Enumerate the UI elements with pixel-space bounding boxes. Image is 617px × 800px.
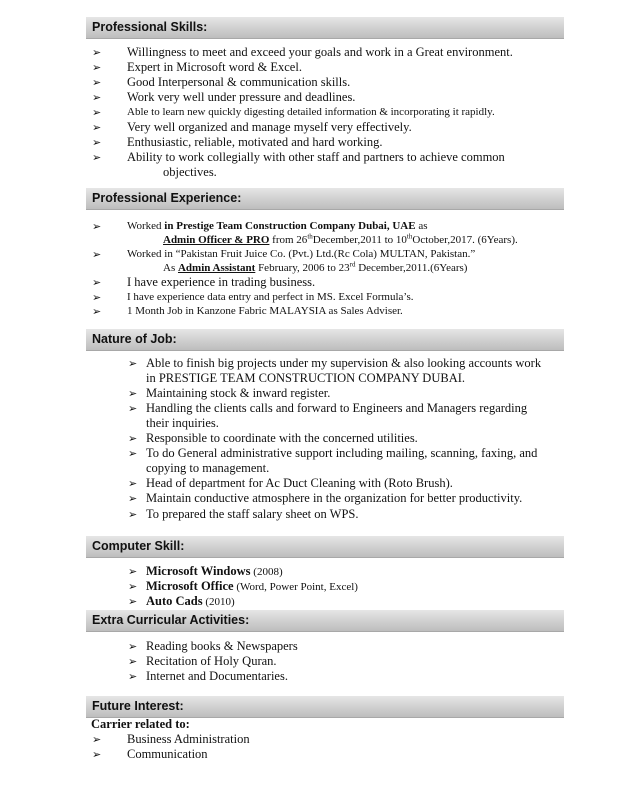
arrow-bullet-icon: ➢ [92,46,102,59]
arrow-bullet-icon: ➢ [92,305,102,318]
activity-item: Reading books & Newspapers [146,639,298,653]
experience-item-detail [163,261,467,276]
experience-role: Admin Officer & PRO [163,234,270,246]
experience-item [127,219,428,234]
experience-text: from 26 [269,234,308,246]
section-title: Future Interest: [92,699,184,713]
job-duty-item: Maintaining stock & inward register. [146,386,331,400]
computer-skill-item [146,594,235,610]
software-detail: (Word, Power Point, Excel) [233,581,358,593]
section-title: Extra Curricular Activities: [92,613,250,627]
experience-item: I have experience data entry and perfect in MS. Excel Formula’s. [127,291,414,303]
computer-skill-item [146,564,283,580]
experience-item: Worked in “Pakistan Fruit Juice Co. (Pvt.) Ltd.(Rc Cola) MULTAN, Pakistan.” [127,248,476,260]
arrow-bullet-icon: ➢ [92,136,102,149]
job-duty-item: Maintain conductive atmosphere in the organization for better productivity. [146,491,523,505]
arrow-bullet-icon: ➢ [92,748,102,761]
arrow-bullet-icon: ➢ [128,670,138,683]
section-header-professional-experience [86,188,564,210]
arrow-bullet-icon: ➢ [92,220,102,233]
arrow-bullet-icon: ➢ [128,492,138,505]
software-name: Auto Cads [146,594,203,608]
arrow-bullet-icon: ➢ [128,508,138,521]
computer-skill-item [146,579,358,595]
arrow-bullet-icon: ➢ [128,387,138,400]
job-duty-item: Responsible to coordinate with the concerned utilities. [146,431,418,445]
arrow-bullet-icon: ➢ [92,151,102,164]
experience-company: in Prestige Team Construction Company Dubai, UAE [164,220,416,232]
job-duty-continuation: their inquiries. [146,416,219,430]
future-interest-heading: Carrier related to: [91,717,190,731]
skill-item: Good Interpersonal & communication skills. [127,75,351,89]
section-title: Professional Skills: [92,20,208,34]
section-header-extra-curricular [86,610,564,632]
experience-item-detail [163,233,518,248]
arrow-bullet-icon: ➢ [128,477,138,490]
arrow-bullet-icon: ➢ [128,655,138,668]
section-title: Nature of Job: [92,332,177,346]
arrow-bullet-icon: ➢ [92,106,102,119]
job-duty-item: Head of department for Ac Duct Cleaning with (Roto Brush). [146,476,453,490]
future-interest-item: Business Administration [127,732,250,746]
arrow-bullet-icon: ➢ [92,121,102,134]
arrow-bullet-icon: ➢ [128,595,138,608]
future-interest-item: Communication [127,747,208,761]
activity-item: Recitation of Holy Quran. [146,654,277,668]
software-detail: (2010) [202,596,235,608]
skill-item: Enthusiastic, reliable, motivated and hard working. [127,135,383,149]
arrow-bullet-icon: ➢ [92,61,102,74]
arrow-bullet-icon: ➢ [128,447,138,460]
experience-text: October,2017. (6Years). [412,234,518,246]
skill-item: Expert in Microsoft word & Excel. [127,60,302,74]
section-header-professional-skills [86,17,564,39]
section-header-nature-of-job [86,329,564,351]
experience-role: Admin Assistant [177,262,256,274]
arrow-bullet-icon: ➢ [92,733,102,746]
experience-text: Worked [127,220,165,232]
skill-item: Ability to work collegially with other staff and partners to achieve common [127,150,505,164]
job-duty-item: To do General administrative support including mailing, scanning, faxing, and [146,446,538,460]
ordinal-suffix: th [406,232,413,241]
ordinal-suffix: th [307,232,313,241]
experience-item: I have experience in trading business. [127,275,316,289]
job-duty-continuation: in PRESTIGE TEAM CONSTRUCTION COMPANY DUBAI. [146,371,466,385]
skill-item: Very well organized and manage myself very effectively. [127,120,412,134]
experience-text: December,2011 to 10 [312,234,407,246]
arrow-bullet-icon: ➢ [128,640,138,653]
experience-text: December,2011.(6Years) [355,262,468,274]
activity-item: Internet and Documentaries. [146,669,288,683]
experience-text: as [415,220,428,232]
job-duty-item: Handling the clients calls and forward to Engineers and Managers regarding [146,401,528,415]
arrow-bullet-icon: ➢ [92,291,102,304]
section-title: Computer Skill: [92,539,185,553]
job-duty-item: To prepared the staff salary sheet on WPS. [146,507,359,521]
ordinal-suffix: rd [349,260,356,269]
software-detail: (2008) [250,566,283,578]
arrow-bullet-icon: ➢ [92,248,102,261]
arrow-bullet-icon: ➢ [92,276,102,289]
arrow-bullet-icon: ➢ [92,76,102,89]
arrow-bullet-icon: ➢ [128,580,138,593]
skill-item: Work very well under pressure and deadlines. [127,90,356,104]
job-duty-continuation: copying to management. [146,461,270,475]
arrow-bullet-icon: ➢ [128,432,138,445]
skill-item-continuation: objectives. [163,165,217,179]
section-title: Professional Experience: [92,191,242,205]
experience-text: As [163,262,178,274]
arrow-bullet-icon: ➢ [92,91,102,104]
skill-item: Willingness to meet and exceed your goals and work in a Great environment. [127,45,513,59]
arrow-bullet-icon: ➢ [128,357,138,370]
section-header-computer-skill [86,536,564,558]
job-duty-item: Able to finish big projects under my supervision & also looking accounts work [146,356,542,370]
section-header-future-interest [86,696,564,718]
arrow-bullet-icon: ➢ [128,565,138,578]
skill-item: Able to learn new quickly digesting detailed information & incorporating it rapidly. [127,106,495,118]
experience-item: 1 Month Job in Kanzone Fabric MALAYSIA as Sales Adviser. [127,305,403,317]
arrow-bullet-icon: ➢ [128,402,138,415]
software-name: Microsoft Office [146,579,234,593]
software-name: Microsoft Windows [146,564,251,578]
experience-text: February, 2006 to 23 [255,262,350,274]
